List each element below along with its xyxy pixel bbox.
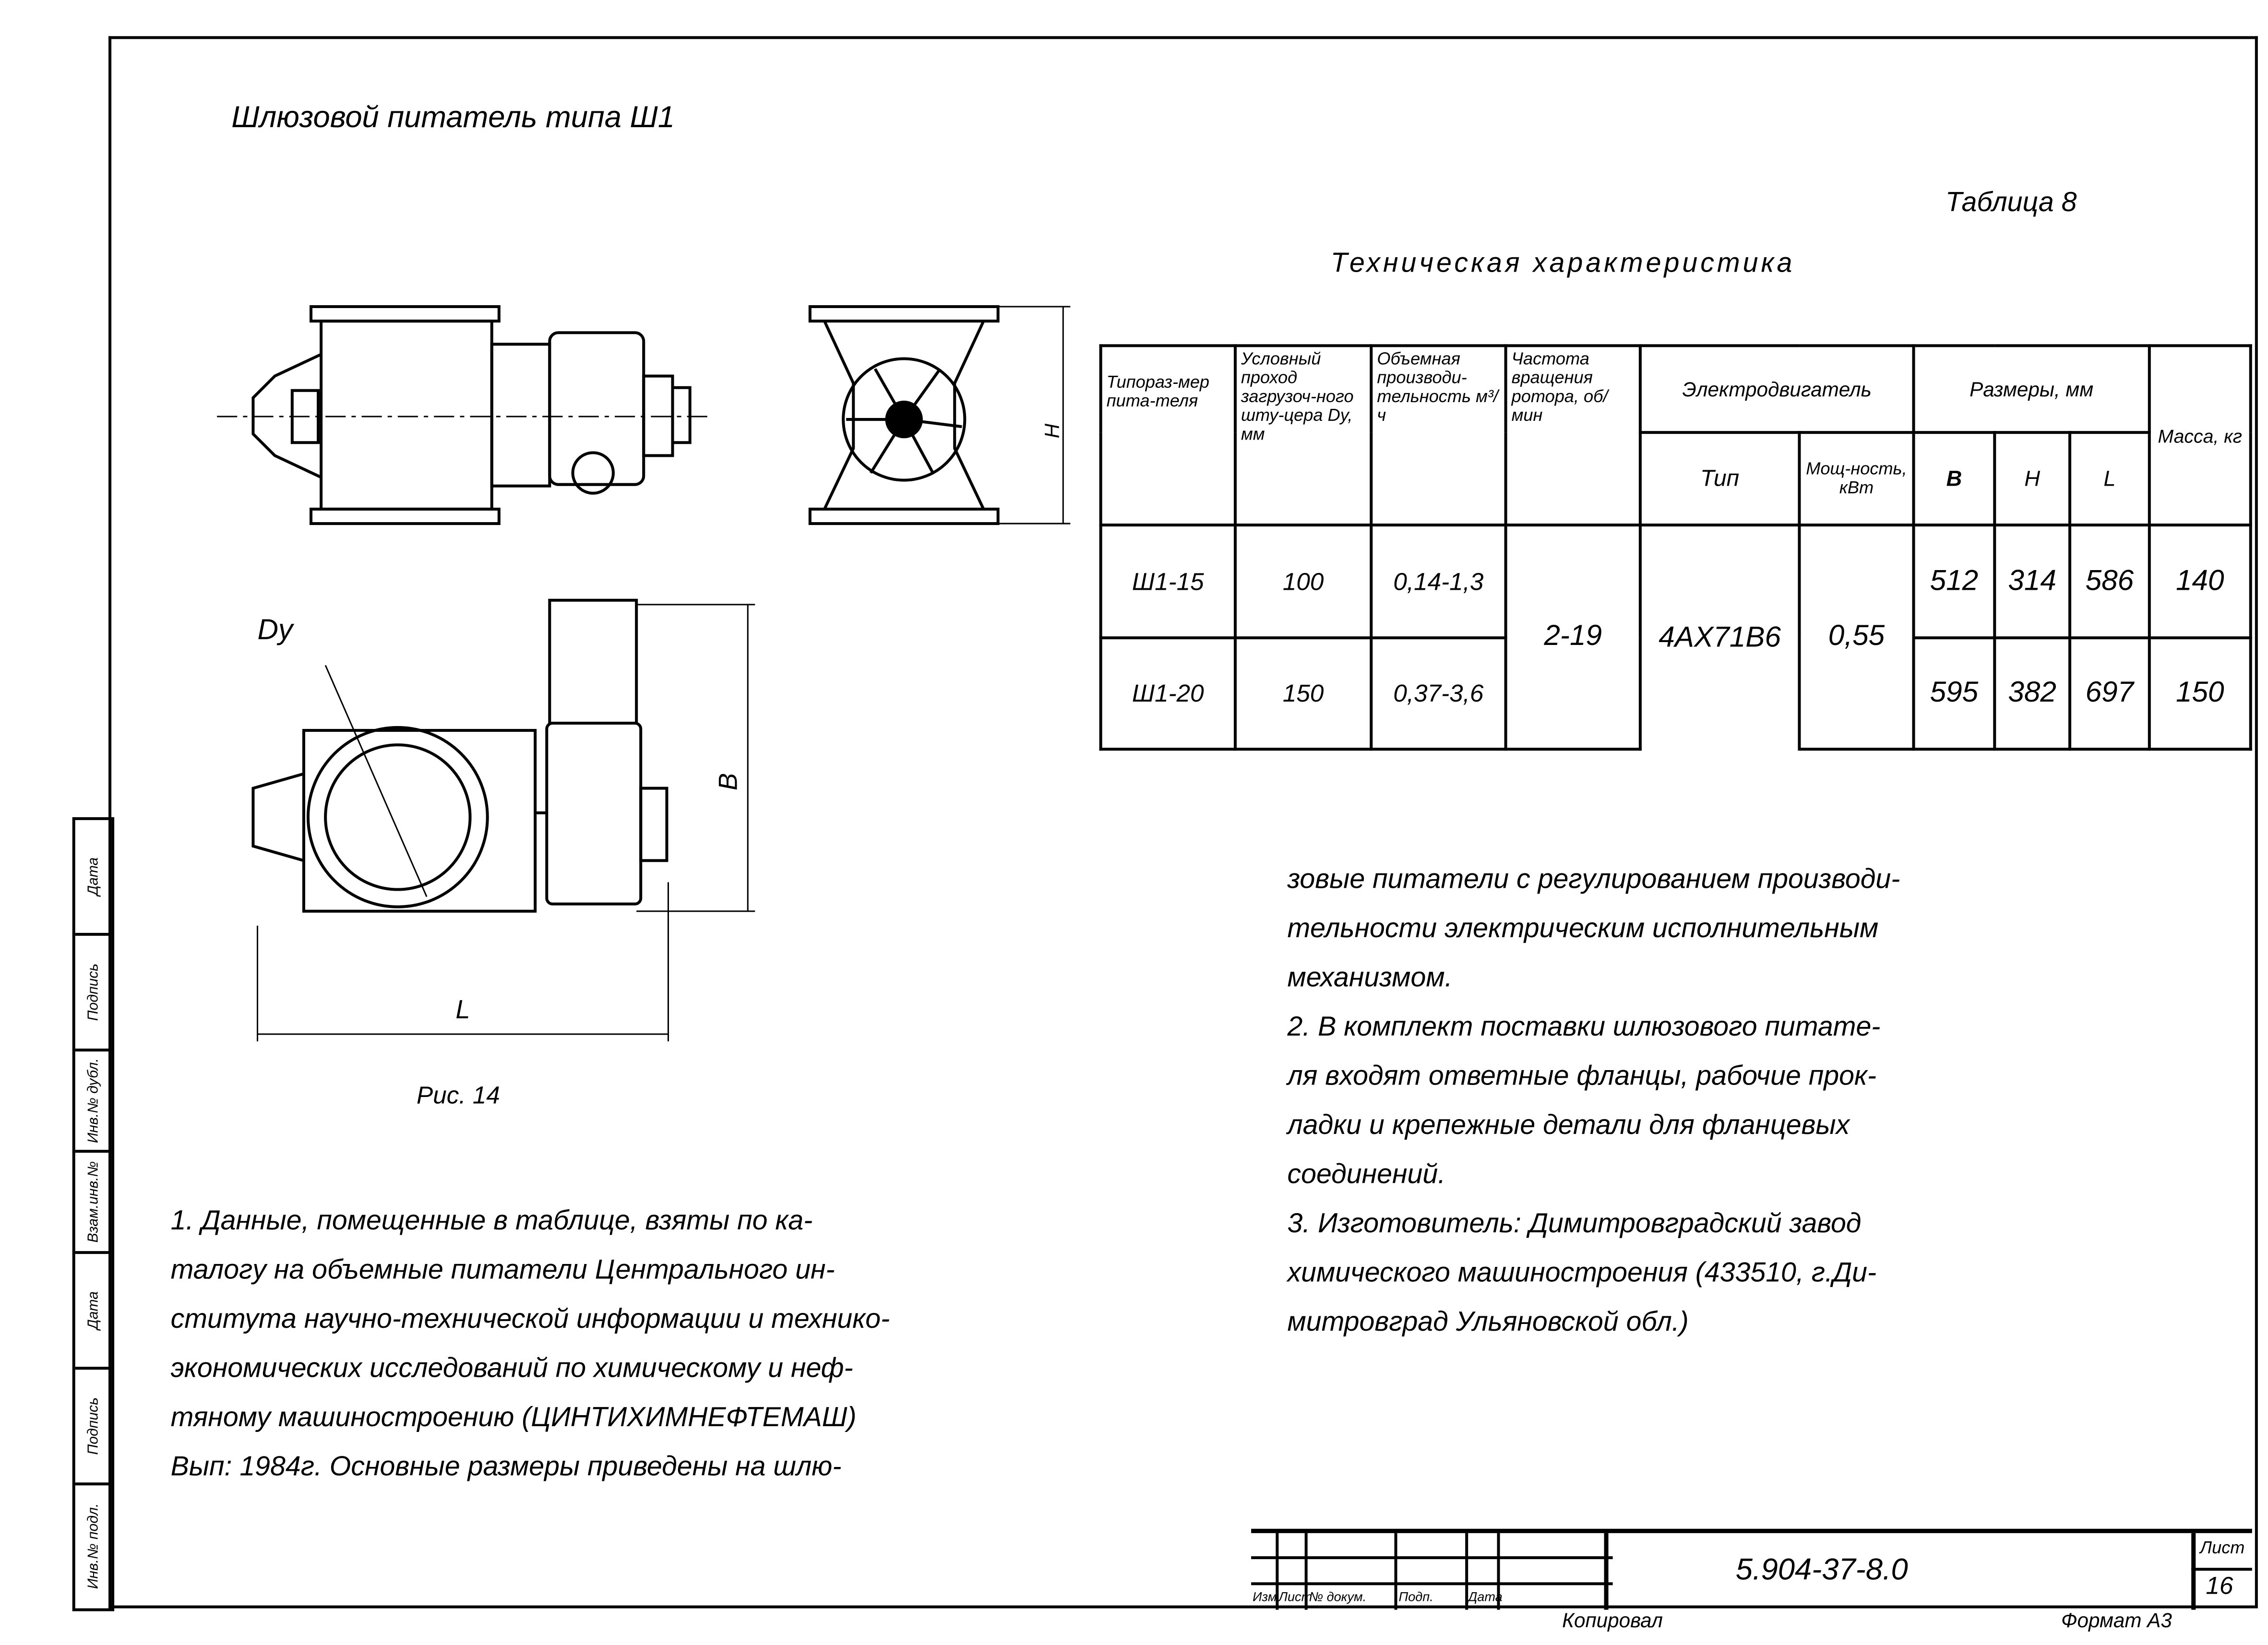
header-motor: Электродвигатель (1640, 346, 1914, 432)
header-h: Н (1994, 432, 2070, 525)
cell-speed: 2-19 (1506, 525, 1640, 749)
stamp-signature: Подпись (85, 1397, 101, 1455)
sheet-number: 16 (2206, 1572, 2233, 1600)
note-line: 1. Данные, помещенные в таблице, взяты по ка- (170, 1206, 813, 1237)
notes-left (171, 1198, 890, 1493)
copied-label: Копировал (1562, 1608, 1663, 1632)
stamp-replace-inv: Взам.инв.№ (85, 1161, 101, 1243)
label-date: Дата (1468, 1589, 1503, 1604)
stamp-dup-inv: Инв.№ дубл. (85, 1058, 101, 1144)
front-view (217, 307, 709, 524)
note-line: зовые питатели с регулированием производи- (1287, 865, 1900, 895)
notes-right (1287, 856, 1900, 1348)
technical-spec-table (1099, 344, 2252, 751)
note-line: тельности электрическим исполнительным (1287, 914, 1879, 945)
side-view (810, 307, 1071, 524)
bottom-border (108, 1606, 2255, 1609)
cell-motor-type: 4АХ71В6 (1640, 525, 1800, 749)
cell-bore: 100 (1235, 525, 1371, 638)
document-code: 5.904-37-8.0 (1735, 1553, 1908, 1587)
stamp-orig-inv: Инв.№ подл. (85, 1502, 101, 1588)
figure-caption: Рис. 14 (417, 1082, 500, 1109)
note-line: 2. В комплект поставки шлюзового питате- (1287, 1012, 1881, 1043)
plan-view (253, 600, 755, 1041)
dim-label-h: Н (1040, 423, 1063, 439)
label-sheet: Лист (1278, 1589, 1313, 1604)
cell-capacity: 0,37-3,6 (1371, 638, 1505, 749)
label-signature: Подп. (1398, 1589, 1433, 1604)
note-line: ля входят ответные фланцы, рабочие прок- (1287, 1061, 1877, 1092)
note-line: механизмом. (1287, 963, 1453, 994)
cell-l: 586 (2070, 525, 2149, 638)
note-line: 3. Изготовитель: Димитровградский завод (1287, 1209, 1862, 1240)
page-title: Шлюзовой питатель типа Ш1 (231, 101, 675, 135)
note-line: Вып: 1984г. Основные размеры приведены на шлю- (170, 1452, 842, 1483)
stamp-date: Дата (85, 857, 101, 896)
header-motor-type: Тип (1640, 432, 1800, 525)
cell-capacity: 0,14-1,3 (1371, 525, 1505, 638)
cell-h: 314 (1994, 525, 2070, 638)
cell-b: 512 (1914, 525, 1995, 638)
table-row (1101, 525, 2251, 638)
title-block (1251, 1529, 2252, 1610)
dim-label-l: L (455, 995, 470, 1024)
stamp-signature: Подпись (85, 963, 101, 1021)
header-mass: Масса, кг (2149, 346, 2251, 525)
header-speed: Частота вращения ротора, об/мин (1506, 346, 1640, 525)
stamp-date: Дата (85, 1291, 101, 1330)
format-label: Формат А3 (2061, 1608, 2172, 1632)
cell-size: Ш1-15 (1101, 525, 1235, 638)
cell-b: 595 (1914, 638, 1995, 749)
header-motor-power: Мощ-ность, кВт (1799, 432, 1913, 525)
note-line: ститута научно-технической информации и технико- (170, 1304, 890, 1335)
note-line: ладки и крепежные детали для фланцевых (1287, 1110, 1850, 1142)
label-change: Изм. (1253, 1589, 1281, 1604)
note-line: талогу на объемные питатели Центрального ин- (170, 1255, 835, 1286)
cell-bore: 150 (1235, 638, 1371, 749)
cell-l: 697 (2070, 638, 2149, 749)
table-subtitle: Техническая характеристика (1330, 249, 1795, 279)
note-line: тяному машиностроению (ЦИНТИХИМНЕФТЕМАШ) (170, 1403, 857, 1433)
feeder-drawing (217, 275, 1114, 1128)
approval-stamp-strip (72, 817, 114, 1611)
cell-motor-power: 0,55 (1799, 525, 1913, 749)
header-bore: Условный проход загрузоч-ного шту-цера Dу, мм (1235, 346, 1371, 525)
note-line: экономических исследований по химическому и неф- (170, 1354, 853, 1384)
header-capacity: Объемная производи-тельность м³/ч (1371, 346, 1505, 525)
header-size: Типораз-мер пита-теля (1101, 346, 1235, 525)
dim-label-dy: Dу (257, 614, 293, 647)
cell-size: Ш1-20 (1101, 638, 1235, 749)
note-line: соединений. (1287, 1160, 1446, 1191)
cell-mass: 150 (2149, 638, 2251, 749)
label-doc-no: № докум. (1309, 1589, 1367, 1604)
sheet-label: Лист (2200, 1537, 2245, 1558)
header-l: L (2070, 432, 2149, 525)
table-label: Таблица 8 (1945, 188, 2077, 219)
cell-h: 382 (1994, 638, 2070, 749)
dim-label-b: В (714, 773, 743, 791)
header-b: В (1914, 432, 1995, 525)
note-line: митровград Ульяновской обл.) (1287, 1307, 1689, 1338)
note-line: химического машиностроения (433510, г.Ди- (1287, 1258, 1877, 1289)
cell-mass: 140 (2149, 525, 2251, 638)
header-dims: Размеры, мм (1914, 346, 2149, 432)
